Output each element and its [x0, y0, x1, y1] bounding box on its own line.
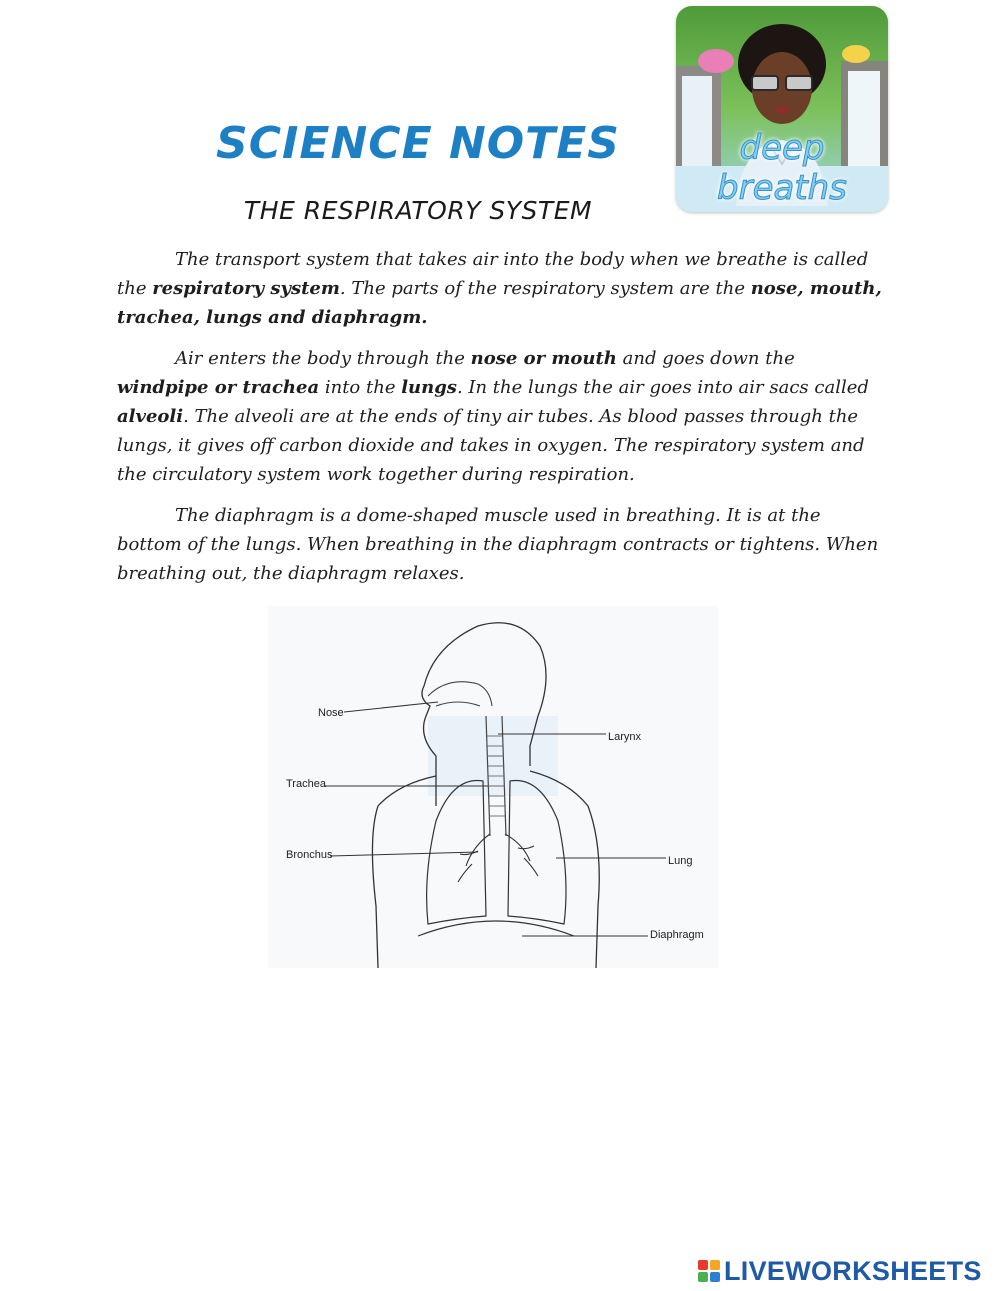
paragraph-2 [117, 344, 887, 489]
label-trachea: Trachea [286, 778, 326, 790]
bold-term: nose, mouth, trachea, lungs and diaphragm. [117, 278, 882, 328]
paragraph-3 [117, 501, 887, 588]
deep-breaths-badge [676, 6, 888, 212]
text-span: The transport system that takes air into the body when we breathe is called the [117, 249, 869, 299]
badge-caption: deep breaths [717, 128, 847, 208]
page-subtitle: THE RESPIRATORY SYSTEM [243, 196, 593, 225]
logo-square-blue [710, 1272, 720, 1282]
bold-term: lungs [401, 377, 457, 398]
page-title: SCIENCE NOTES [216, 118, 620, 169]
text-span: Air enters the body through the [175, 348, 471, 369]
label-larynx: Larynx [608, 731, 642, 743]
bold-term: windpipe or trachea [117, 377, 320, 398]
label-lung: Lung [668, 855, 693, 867]
respiratory-diagram [268, 606, 718, 968]
text-span: and goes down the [616, 348, 795, 369]
bold-term: respiratory system [152, 278, 340, 299]
text-span: . In the lungs the air goes into air sacs called [456, 377, 869, 398]
bold-term: nose or mouth [470, 348, 617, 369]
text-span: . The parts of the respiratory system are the [339, 278, 751, 299]
respiratory-diagram-illustration [268, 606, 718, 968]
label-bronchus: Bronchus [286, 849, 333, 861]
notes-body [117, 245, 887, 600]
text-span: . The alveoli are at the ends of tiny air tubes. As blood passes through the lungs, it gives off carbon dioxide and takes in oxygen. The respiratory system and the circulatory system work together during respiration. [117, 406, 865, 485]
logo-square-green [698, 1272, 708, 1282]
footer-brand-text: LIVEWORKSHEETS [724, 1255, 982, 1286]
label-diaphragm: Diaphragm [650, 929, 704, 941]
bold-term: alveoli [117, 406, 184, 427]
paragraph-1 [117, 245, 887, 332]
footer-brand [698, 1256, 982, 1286]
logo-square-orange [710, 1260, 720, 1270]
label-nose: Nose [318, 707, 344, 719]
text-span: into the [319, 377, 402, 398]
liveworksheets-logo-icon [698, 1260, 720, 1282]
logo-square-red [698, 1260, 708, 1270]
text-span: The diaphragm is a dome-shaped muscle used in breathing. It is at the bottom of the lungs. When breathing in the diaphragm contracts or tightens. When breathing out, the diaphragm relaxes. [117, 505, 879, 584]
